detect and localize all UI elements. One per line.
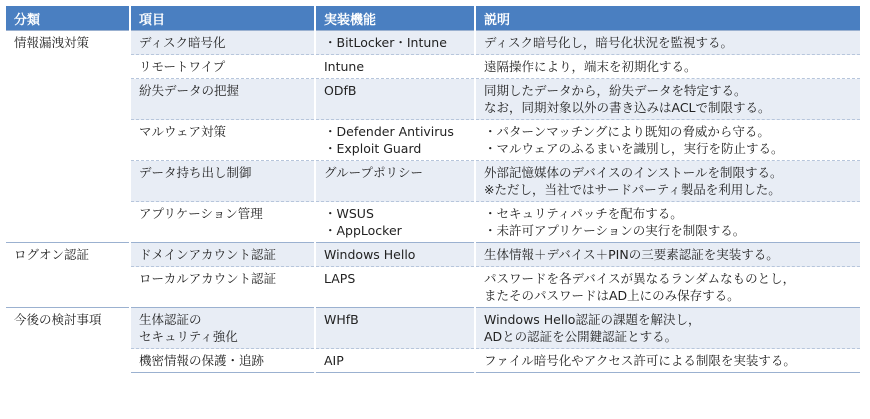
table-row bbox=[6, 31, 860, 55]
header-item: 項目 bbox=[130, 6, 315, 31]
item-line: アプリケーション管理 bbox=[139, 206, 263, 221]
description-cell bbox=[475, 202, 860, 243]
table-row bbox=[6, 120, 860, 161]
item-cell bbox=[130, 161, 315, 202]
description-cell bbox=[475, 31, 860, 55]
description-line: ADとの認証を公開鍵認証とする。 bbox=[484, 329, 678, 344]
feature-cell bbox=[315, 349, 475, 373]
item-line: データ持ち出し制御 bbox=[139, 165, 252, 180]
item-line: ドメインアカウント認証 bbox=[139, 247, 277, 262]
feature-cell bbox=[315, 31, 475, 55]
feature-cell bbox=[315, 55, 475, 79]
table-row bbox=[6, 202, 860, 243]
security-measures-table bbox=[6, 6, 860, 373]
feature-line: グループポリシー bbox=[324, 165, 424, 180]
item-cell bbox=[130, 267, 315, 308]
description-cell bbox=[475, 79, 860, 120]
feature-cell bbox=[315, 120, 475, 161]
description-line: またそのパスワードはAD上にのみ保存する。 bbox=[484, 288, 740, 303]
table-row bbox=[6, 79, 860, 120]
category-cell: 情報漏洩対策 bbox=[6, 31, 130, 243]
feature-cell bbox=[315, 243, 475, 267]
header-description: 説明 bbox=[475, 6, 860, 31]
description-line: ・セキュリティパッチを配布する。 bbox=[484, 206, 683, 221]
description-line: 同期したデータから，紛失データを特定する。 bbox=[484, 83, 747, 98]
item-line: マルウェア対策 bbox=[139, 124, 227, 139]
item-cell bbox=[130, 79, 315, 120]
description-line: ・パターンマッチングにより既知の脅威から守る。 bbox=[484, 124, 770, 139]
feature-line: ・Exploit Guard bbox=[324, 141, 422, 156]
feature-line: ・BitLocker・Intune bbox=[324, 35, 447, 50]
item-line: 機密情報の保護・追跡 bbox=[139, 353, 265, 368]
feature-line: LAPS bbox=[324, 271, 356, 286]
item-line: 紛失データの把握 bbox=[139, 83, 240, 98]
feature-line: Intune bbox=[324, 59, 365, 74]
description-line: ※ただし，当社ではサードパーティ製品を利用した。 bbox=[484, 182, 781, 197]
header-features: 実装機能 bbox=[315, 6, 475, 31]
description-line: ・マルウェアのふるまいを識別し，実行を防止する。 bbox=[484, 141, 784, 156]
security-table-container bbox=[6, 6, 860, 373]
item-cell bbox=[130, 120, 315, 161]
item-line: ローカルアカウント認証 bbox=[139, 271, 277, 286]
feature-cell bbox=[315, 267, 475, 308]
feature-line: ・WSUS bbox=[324, 206, 374, 221]
feature-cell bbox=[315, 202, 475, 243]
feature-cell bbox=[315, 161, 475, 202]
description-cell bbox=[475, 243, 860, 267]
item-line: リモートワイプ bbox=[139, 59, 226, 74]
item-line: 生体認証の bbox=[139, 312, 202, 327]
feature-line: WHfB bbox=[324, 312, 359, 327]
table-row bbox=[6, 243, 860, 267]
feature-line: ・Defender Antivirus bbox=[324, 124, 454, 139]
description-cell bbox=[475, 267, 860, 308]
description-line: 生体情報＋デバイス＋PINの三要素認証を実装する。 bbox=[484, 247, 779, 262]
description-cell bbox=[475, 349, 860, 373]
feature-line: Windows Hello bbox=[324, 247, 416, 262]
feature-cell bbox=[315, 79, 475, 120]
table-header bbox=[6, 6, 860, 31]
feature-line: AIP bbox=[324, 353, 344, 368]
feature-cell bbox=[315, 308, 475, 349]
item-cell bbox=[130, 243, 315, 267]
description-cell bbox=[475, 161, 860, 202]
table-row bbox=[6, 55, 860, 79]
table-body bbox=[6, 31, 860, 373]
table-row bbox=[6, 267, 860, 308]
category-cell: ログオン認証 bbox=[6, 243, 130, 308]
header-category: 分類 bbox=[6, 6, 130, 31]
description-line: Windows Hello認証の課題を解決し， bbox=[484, 312, 701, 327]
description-cell bbox=[475, 120, 860, 161]
item-cell bbox=[130, 308, 315, 349]
item-cell bbox=[130, 31, 315, 55]
description-line: ・未許可アプリケーションの実行を制限する。 bbox=[484, 223, 746, 238]
description-cell bbox=[475, 308, 860, 349]
table-row bbox=[6, 349, 860, 373]
item-cell bbox=[130, 55, 315, 79]
item-cell bbox=[130, 202, 315, 243]
table-row bbox=[6, 161, 860, 202]
description-line: パスワードを各デバイスが異なるランダムなものとし， bbox=[484, 271, 796, 286]
description-line: ファイル暗号化やアクセス許可による制限を実装する。 bbox=[484, 353, 796, 368]
feature-line: ・AppLocker bbox=[324, 223, 402, 238]
item-line: ディスク暗号化 bbox=[139, 35, 226, 50]
description-cell bbox=[475, 55, 860, 79]
table-row bbox=[6, 308, 860, 349]
description-line: 外部記憶媒体のデバイスのインストールを制限する。 bbox=[484, 165, 783, 180]
item-cell bbox=[130, 349, 315, 373]
category-cell: 今後の検討事項 bbox=[6, 308, 130, 373]
item-line: セキュリティ強化 bbox=[139, 329, 238, 344]
description-line: ディスク暗号化し，暗号化状況を監視する。 bbox=[484, 35, 734, 50]
description-line: 遠隔操作により，端末を初期化する。 bbox=[484, 59, 697, 74]
description-line: なお，同期対象以外の書き込みはACLで制限する。 bbox=[484, 100, 771, 115]
feature-line: ODfB bbox=[324, 83, 357, 98]
